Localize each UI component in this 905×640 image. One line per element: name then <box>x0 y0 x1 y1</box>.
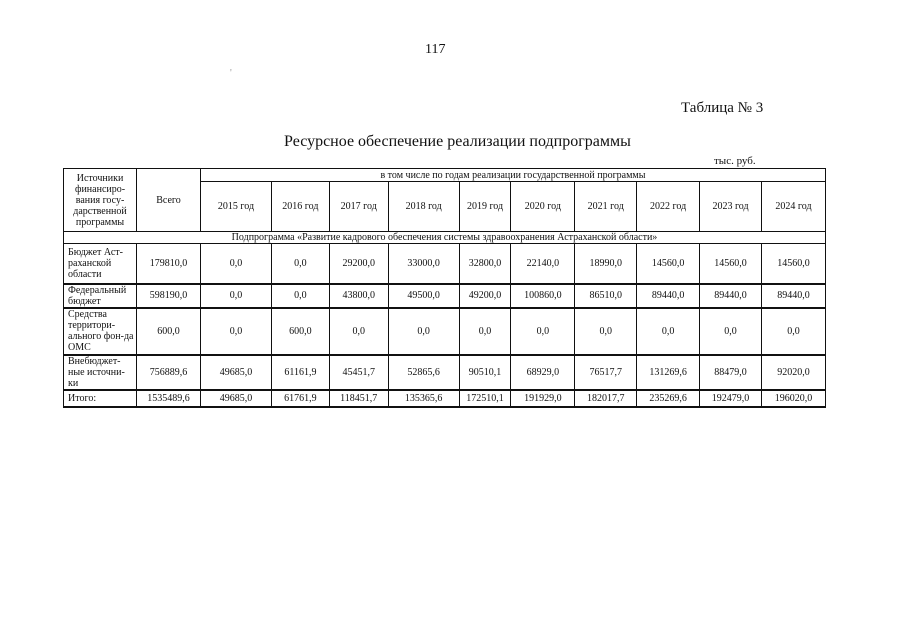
table-row <box>64 308 826 355</box>
row-value: 86510,0 <box>575 284 637 308</box>
header-years-group: в том числе по годам реализации государственной программы <box>200 169 825 182</box>
header-year: 2018 год <box>388 182 459 232</box>
row-value: 33000,0 <box>388 244 459 284</box>
row-value: 191929,0 <box>511 390 575 407</box>
row-source: Внебюджет-ные источни-ки <box>64 355 137 390</box>
row-value: 0,0 <box>329 308 388 355</box>
row-value: 0,0 <box>271 284 329 308</box>
row-total: 598190,0 <box>137 284 201 308</box>
row-value: 29200,0 <box>329 244 388 284</box>
header-year: 2021 год <box>575 182 637 232</box>
document-title: Ресурсное обеспечение реализации подпрограммы <box>284 133 631 150</box>
row-value: 32800,0 <box>459 244 511 284</box>
row-value: 49500,0 <box>388 284 459 308</box>
row-value: 49685,0 <box>200 390 271 407</box>
row-value: 135365,6 <box>388 390 459 407</box>
row-value: 0,0 <box>200 284 271 308</box>
row-value: 52865,6 <box>388 355 459 390</box>
row-value: 49200,0 <box>459 284 511 308</box>
stray-mark: ' <box>230 68 232 79</box>
row-value: 18990,0 <box>575 244 637 284</box>
table-row <box>64 355 826 390</box>
row-value: 0,0 <box>637 308 700 355</box>
row-source: Бюджет Аст-раханской области <box>64 244 137 284</box>
row-value: 182017,7 <box>575 390 637 407</box>
row-value: 0,0 <box>459 308 511 355</box>
row-value: 43800,0 <box>329 284 388 308</box>
row-value: 22140,0 <box>511 244 575 284</box>
row-value: 0,0 <box>271 244 329 284</box>
header-year: 2015 год <box>200 182 271 232</box>
row-value: 45451,7 <box>329 355 388 390</box>
row-value: 76517,7 <box>575 355 637 390</box>
row-value: 14560,0 <box>637 244 700 284</box>
row-value: 118451,7 <box>329 390 388 407</box>
header-year: 2016 год <box>271 182 329 232</box>
subprogram-row <box>64 232 826 244</box>
row-value: 192479,0 <box>700 390 762 407</box>
row-source: Федеральный бюджет <box>64 284 137 308</box>
row-total: 1535489,6 <box>137 390 201 407</box>
row-value: 0,0 <box>200 244 271 284</box>
row-value: 0,0 <box>761 308 825 355</box>
row-total: 756889,6 <box>137 355 201 390</box>
header-year: 2020 год <box>511 182 575 232</box>
row-value: 196020,0 <box>761 390 825 407</box>
row-value: 100860,0 <box>511 284 575 308</box>
row-value: 92020,0 <box>761 355 825 390</box>
header-year: 2017 год <box>329 182 388 232</box>
resource-table <box>63 168 826 408</box>
row-value: 0,0 <box>575 308 637 355</box>
row-value: 89440,0 <box>637 284 700 308</box>
row-value: 14560,0 <box>700 244 762 284</box>
row-value: 68929,0 <box>511 355 575 390</box>
table-body <box>64 169 826 407</box>
row-value: 235269,6 <box>637 390 700 407</box>
row-total: 600,0 <box>137 308 201 355</box>
row-value: 49685,0 <box>200 355 271 390</box>
row-value: 88479,0 <box>700 355 762 390</box>
units-label: тыс. руб. <box>714 155 756 167</box>
header-year: 2019 год <box>459 182 511 232</box>
header-row <box>64 169 826 182</box>
row-value: 172510,1 <box>459 390 511 407</box>
subprogram-title: Подпрограмма «Развитие кадрового обеспечения системы здравоохранения Астраханской области» <box>64 232 826 244</box>
row-value: 61161,9 <box>271 355 329 390</box>
header-year: 2024 год <box>761 182 825 232</box>
table-label: Таблица № 3 <box>681 100 764 116</box>
header-year: 2023 год <box>700 182 762 232</box>
row-value: 0,0 <box>700 308 762 355</box>
row-value: 14560,0 <box>761 244 825 284</box>
row-value: 0,0 <box>511 308 575 355</box>
row-source: Итого: <box>64 390 137 407</box>
row-value: 90510,1 <box>459 355 511 390</box>
header-source: Источники финансиро-вания госу-дарственной программы <box>64 169 137 232</box>
header-total: Всего <box>137 169 201 232</box>
row-value: 89440,0 <box>761 284 825 308</box>
row-total: 179810,0 <box>137 244 201 284</box>
row-value: 61761,9 <box>271 390 329 407</box>
row-value: 600,0 <box>271 308 329 355</box>
row-value: 0,0 <box>388 308 459 355</box>
page-number: 117 <box>425 42 446 57</box>
row-source: Средства территори-ального фон-да ОМС <box>64 308 137 355</box>
row-value: 0,0 <box>200 308 271 355</box>
table-row <box>64 284 826 308</box>
table-row <box>64 244 826 284</box>
row-value: 89440,0 <box>700 284 762 308</box>
header-year: 2022 год <box>637 182 700 232</box>
row-value: 131269,6 <box>637 355 700 390</box>
total-row <box>64 390 826 407</box>
